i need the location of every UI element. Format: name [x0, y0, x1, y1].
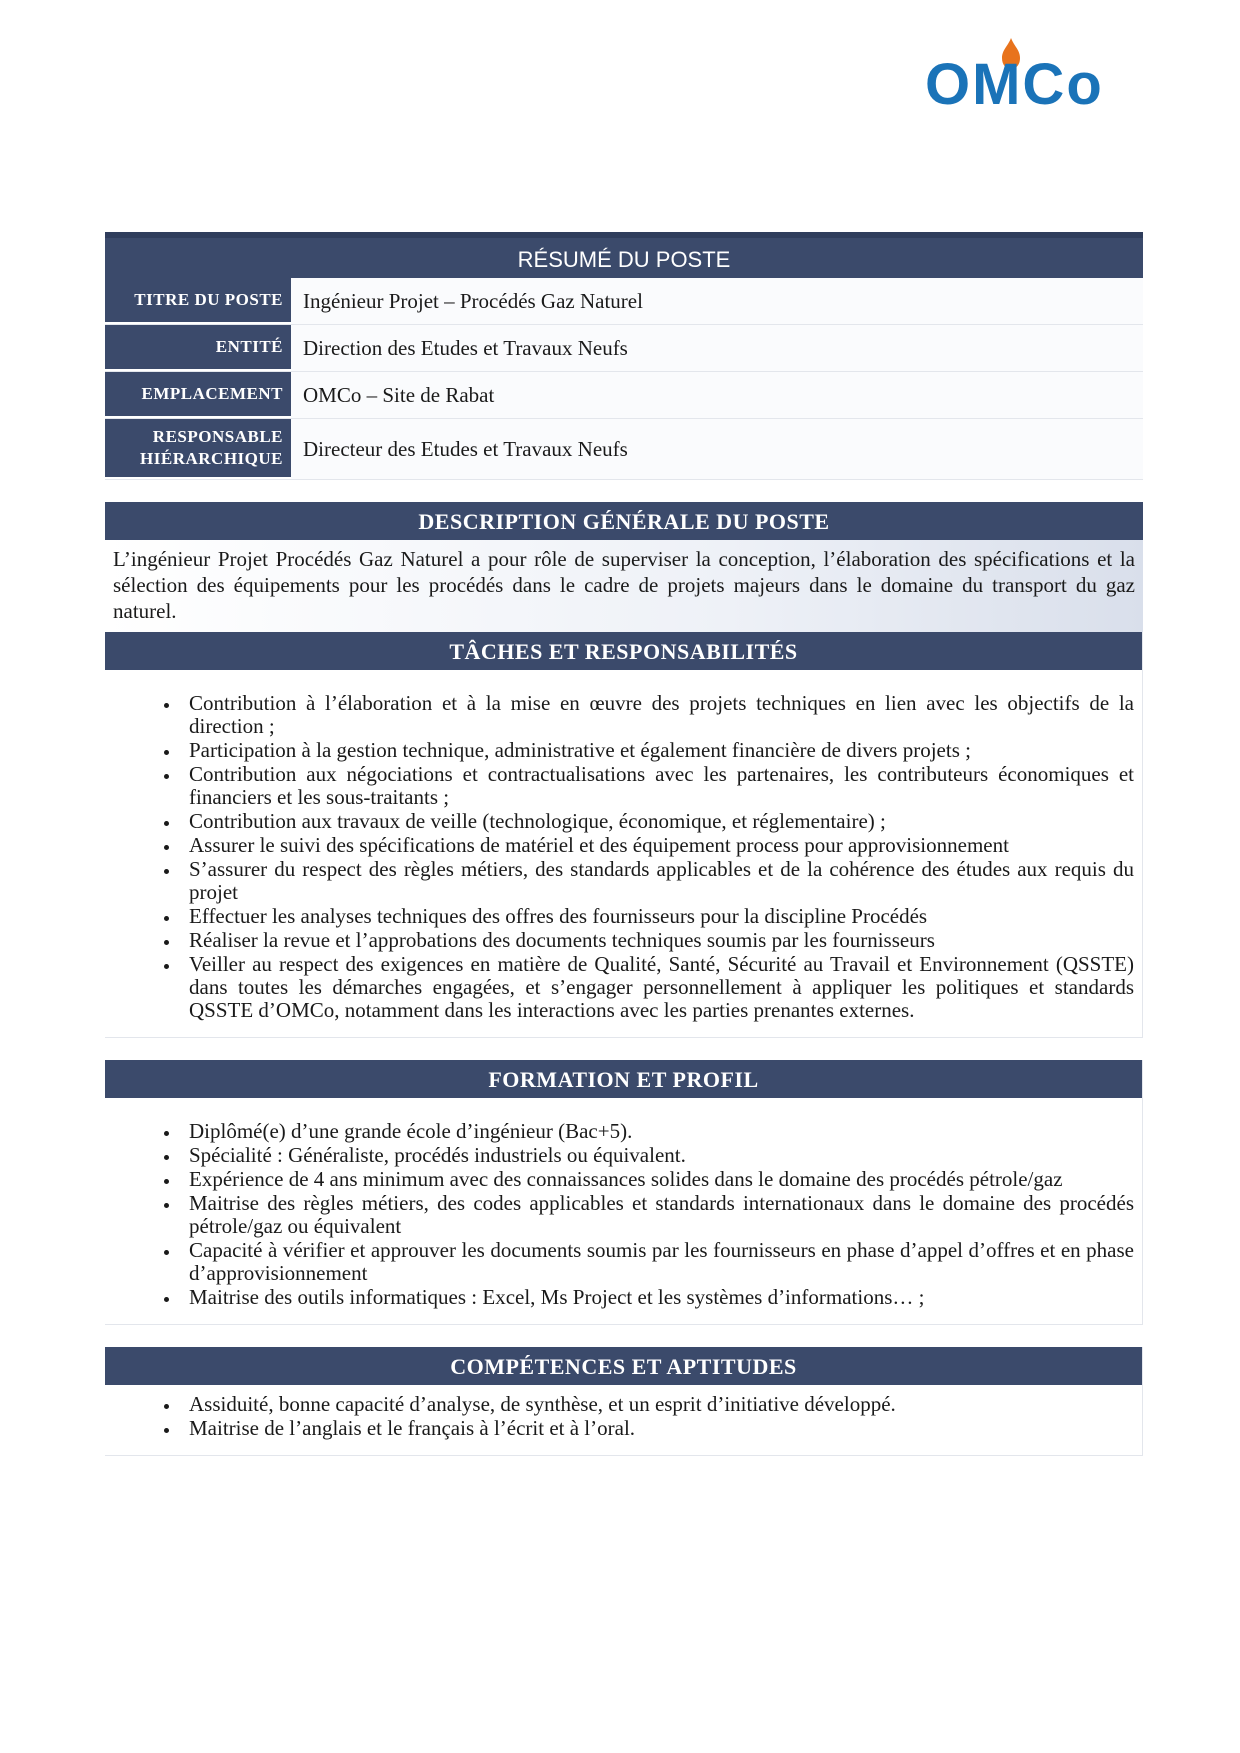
- tasks-section: [105, 632, 1143, 1038]
- profile-list: [105, 1098, 1142, 1324]
- list-item: • Veiller au respect des exigences en matière de Qualité, Santé, Sécurité au Travail et Environnement (QSSTE) dans toutes les démarches engagées, et s’engager personnellement à appliquer les politiques et standards QSSTE d’OMCo, notamment dans les interactions avec les parties prenantes externes.: [181, 953, 1134, 1022]
- profile-section: [105, 1060, 1143, 1325]
- skills-section: [105, 1347, 1143, 1456]
- description-text: L’ingénieur Projet Procédés Gaz Naturel a pour rôle de superviser la conception, l’élaboration des spécifications et la sélection des équipements pour les procédés dans le cadre de projets majeurs dans le domaine du transport du gaz naturel.: [105, 540, 1143, 632]
- job-description: [105, 232, 1143, 1456]
- summary-label: EMPLACEMENT: [105, 372, 291, 418]
- summary-title: RÉSUMÉ DU POSTE: [105, 232, 1143, 278]
- list-item: • Maitrise des outils informatiques : Excel, Ms Project et les systèmes d’informations… ;: [181, 1286, 1134, 1309]
- section-title: DESCRIPTION GÉNÉRALE DU POSTE: [105, 502, 1143, 540]
- summary-row-location: [105, 372, 1143, 419]
- list-item: • S’assurer du respect des règles métiers, des standards applicables et de la cohérence des études aux requis du projet: [181, 858, 1134, 904]
- list-item: • Participation à la gestion technique, administrative et également financière de divers projets ;: [181, 739, 1134, 762]
- summary-label: RESPONSABLE HIÉRARCHIQUE: [105, 419, 291, 479]
- list-item: • Contribution aux négociations et contractualisations avec les partenaires, les contributeurs économiques et financiers et les sous-traitants ;: [181, 763, 1134, 809]
- summary-label: ENTITÉ: [105, 325, 291, 371]
- list-item: • Diplômé(e) d’une grande école d’ingénieur (Bac+5).: [181, 1120, 1134, 1143]
- list-item: • Effectuer les analyses techniques des offres des fournisseurs pour la discipline Procédés: [181, 905, 1134, 928]
- summary-value: Direction des Etudes et Travaux Neufs: [291, 325, 1143, 371]
- list-item: • Expérience de 4 ans minimum avec des connaissances solides dans le domaine des procédés pétrole/gaz: [181, 1168, 1134, 1191]
- summary-value: Ingénieur Projet – Procédés Gaz Naturel: [291, 278, 1143, 324]
- summary-row-manager: [105, 419, 1143, 480]
- summary-table: [105, 232, 1143, 480]
- list-item: • Maitrise des règles métiers, des codes applicables et standards internationaux dans le domaine des procédés pétrole/gaz ou équivalent: [181, 1192, 1134, 1238]
- list-item: • Contribution à l’élaboration et à la mise en œuvre des projets techniques en lien avec les objectifs de la direction ;: [181, 692, 1134, 738]
- summary-value: OMCo – Site de Rabat: [291, 372, 1143, 418]
- list-item: • Assurer le suivi des spécifications de matériel et des équipement process pour approvisionnement: [181, 834, 1134, 857]
- list-item: • Maitrise de l’anglais et le français à l’écrit et à l’oral.: [181, 1417, 1134, 1440]
- tasks-list: [105, 670, 1142, 1037]
- list-item: • Capacité à vérifier et approuver les documents soumis par les fournisseurs en phase d’appel d’offres et en phase d’approvisionnement: [181, 1239, 1134, 1285]
- summary-row-entity: [105, 325, 1143, 372]
- list-item: • Contribution aux travaux de veille (technologique, économique, et réglementaire) ;: [181, 810, 1134, 833]
- section-title: FORMATION ET PROFIL: [105, 1060, 1142, 1098]
- summary-row-title: [105, 278, 1143, 325]
- section-title: TÂCHES ET RESPONSABILITÉS: [105, 632, 1142, 670]
- list-item: • Réaliser la revue et l’approbations des documents techniques soumis par les fournisseurs: [181, 929, 1134, 952]
- description-section: [105, 502, 1143, 632]
- skills-list: [105, 1385, 1142, 1455]
- list-item: • Assiduité, bonne capacité d’analyse, de synthèse, et un esprit d’initiative développé.: [181, 1393, 1134, 1416]
- summary-value: Directeur des Etudes et Travaux Neufs: [291, 419, 1143, 479]
- logo-text: OMCo: [925, 52, 1104, 117]
- company-logo: [925, 38, 1125, 118]
- summary-label: TITRE DU POSTE: [105, 278, 291, 324]
- list-item: • Spécialité : Généraliste, procédés industriels ou équivalent.: [181, 1144, 1134, 1167]
- section-title: COMPÉTENCES ET APTITUDES: [105, 1347, 1142, 1385]
